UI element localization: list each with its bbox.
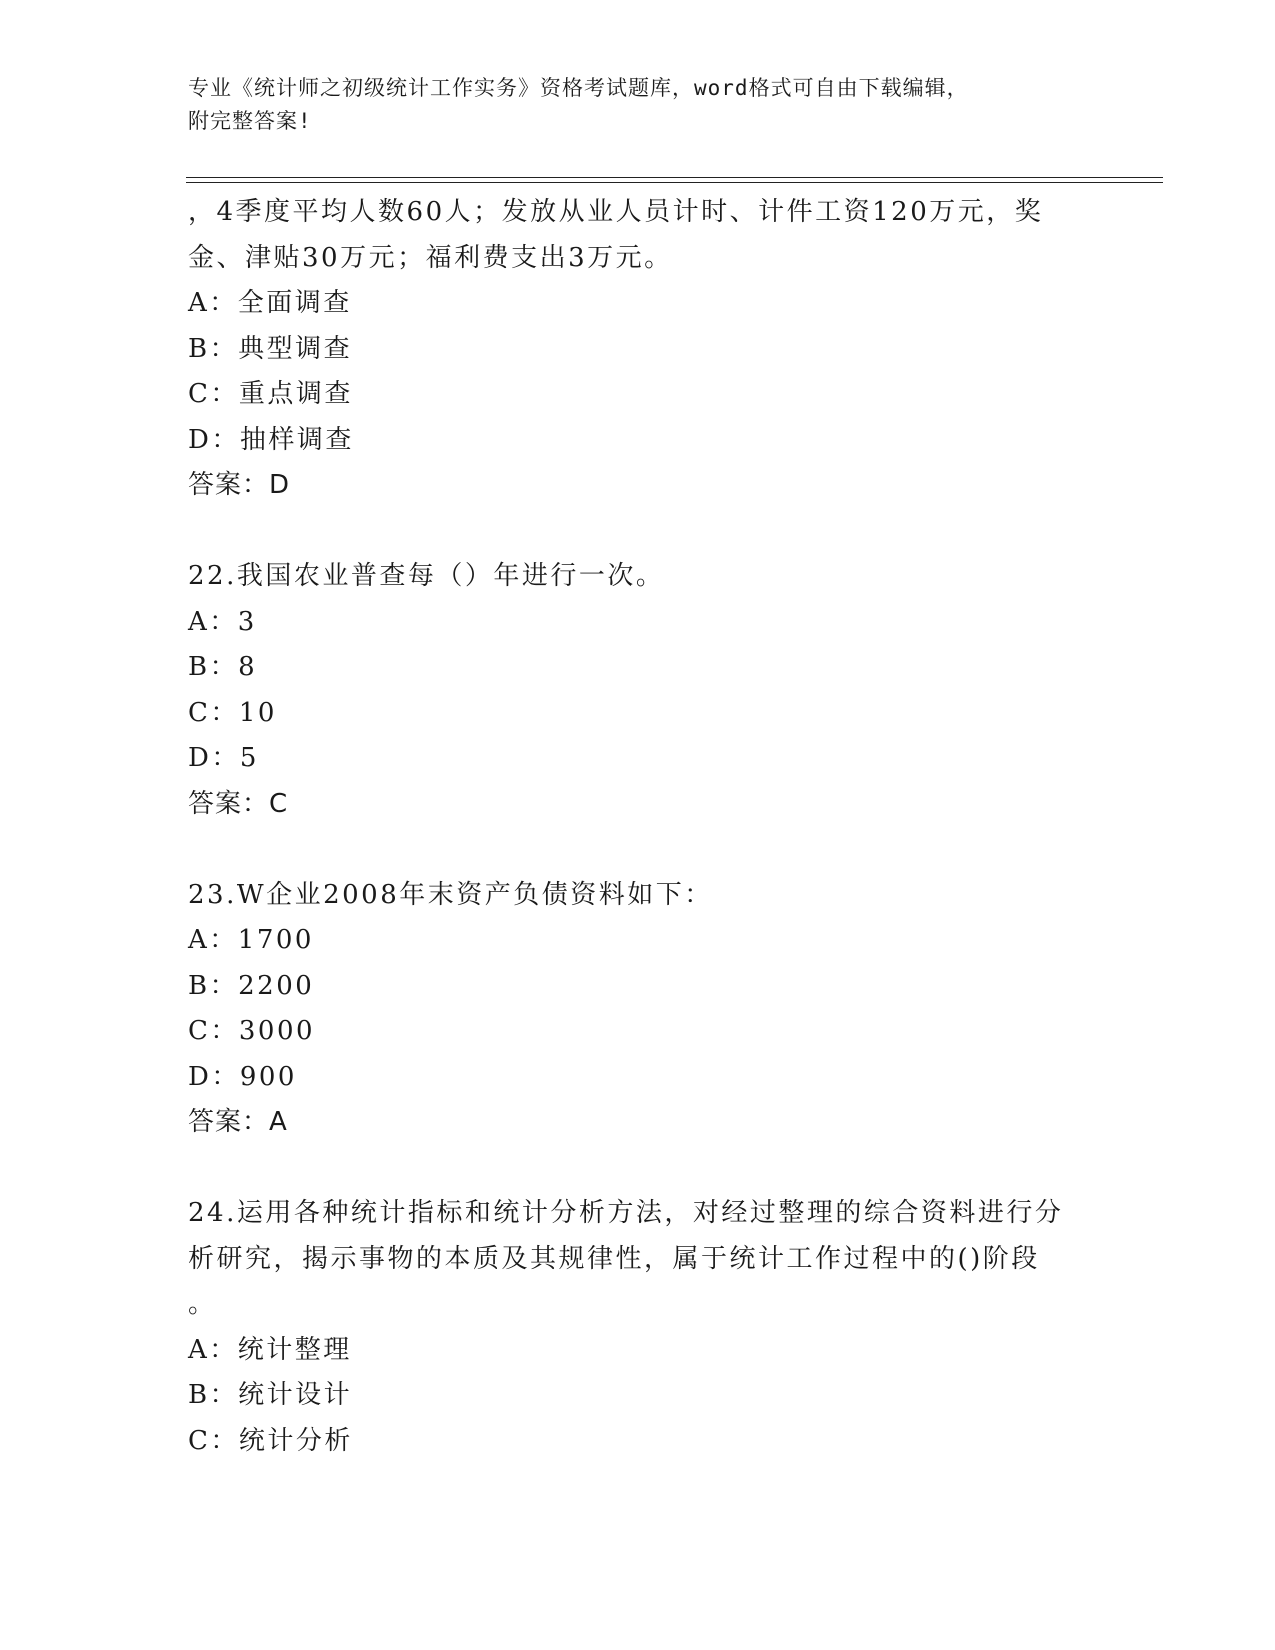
question-text-line: ，4季度平均人数60人；发放从业人员计时、计件工资120万元，奖 — [188, 197, 1044, 227]
option-a: A：1700 — [188, 925, 314, 955]
option-b: B：典型调查 — [188, 333, 353, 364]
header-divider-bottom — [186, 182, 1163, 183]
spacer — [188, 509, 1088, 555]
option-c: C：统计分析 — [188, 1425, 353, 1456]
answer-label: 答案：D — [188, 470, 291, 500]
question-text-line: 24.运用各种统计指标和统计分析方法，对经过整理的综合资料进行分 — [188, 1198, 1064, 1228]
option-b: B：统计设计 — [188, 1380, 353, 1410]
answer-label: 答案：A — [188, 1107, 288, 1137]
header-divider-top — [186, 177, 1163, 178]
option-a: A：统计整理 — [188, 1334, 352, 1365]
option-b: B：8 — [188, 652, 258, 682]
option-d: D：抽样调查 — [188, 424, 354, 455]
document-header — [188, 72, 1088, 138]
option-c: C：10 — [188, 697, 277, 728]
question-list — [188, 190, 1088, 1464]
answer-label: 答案：C — [188, 788, 289, 819]
option-c: C：3000 — [188, 1016, 316, 1046]
option-a: A：3 — [188, 606, 257, 637]
option-d: D：900 — [188, 1061, 297, 1092]
header-line-2: 附完整答案! — [188, 109, 312, 133]
spacer — [188, 1146, 1088, 1192]
option-a: A：全面调查 — [188, 288, 352, 318]
question-21 — [188, 190, 1088, 509]
option-b: B：2200 — [188, 970, 315, 1001]
option-d: D：5 — [188, 743, 259, 773]
spacer — [188, 827, 1088, 873]
question-22 — [188, 554, 1088, 827]
question-text-line: 22.我国农业普查每（）年进行一次。 — [188, 561, 665, 591]
option-c: C：重点调查 — [188, 379, 353, 409]
question-24 — [188, 1191, 1088, 1464]
header-line-1: 专业《统计师之初级统计工作实务》资格考试题库，word格式可自由下载编辑， — [188, 76, 969, 100]
question-text-line: 23.W企业2008年末资产负债资料如下： — [188, 879, 713, 910]
question-text-line: 。 — [188, 1289, 217, 1319]
question-text-line: 金、津贴30万元；福利费支出3万元。 — [188, 242, 673, 273]
question-23 — [188, 873, 1088, 1146]
question-text-line: 析研究，揭示事物的本质及其规律性，属于统计工作过程中的()阶段 — [188, 1243, 1040, 1274]
